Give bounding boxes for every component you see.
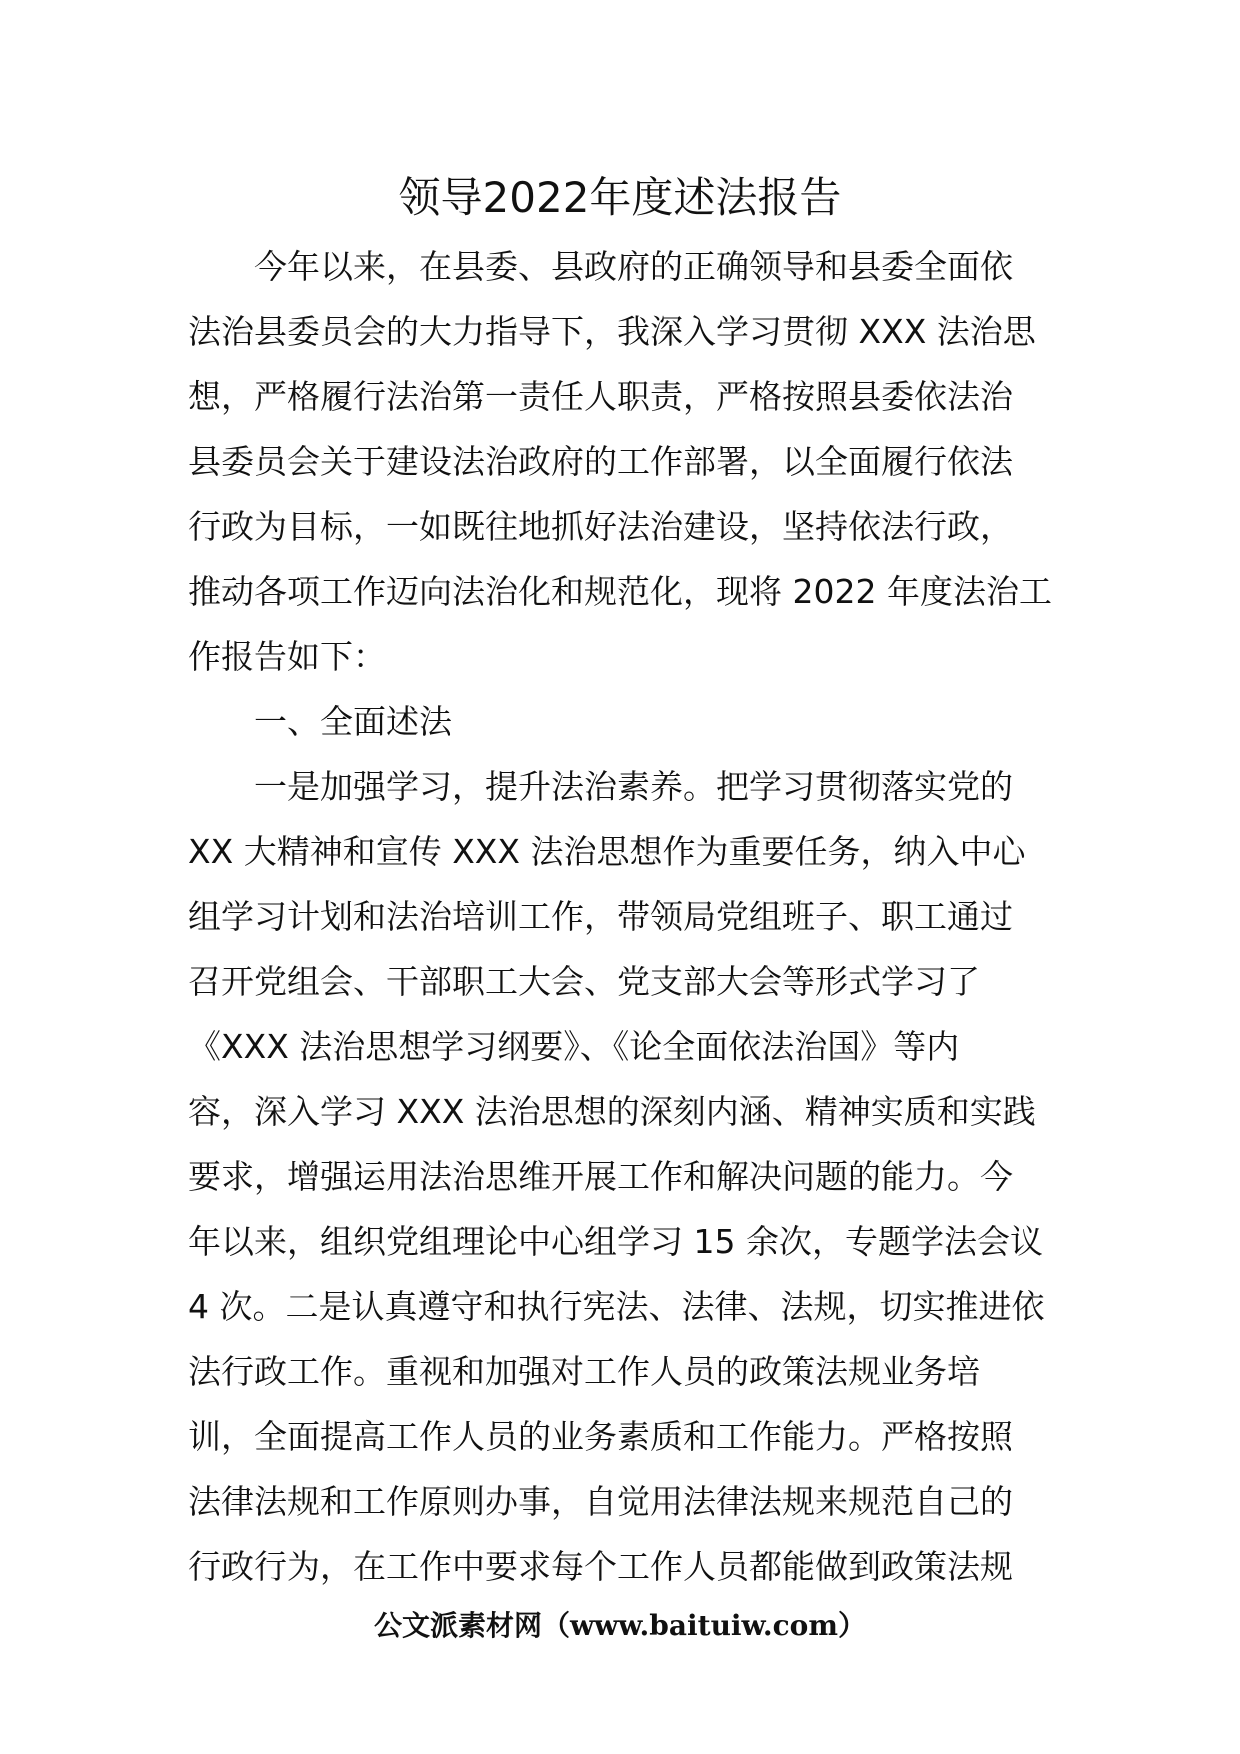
paragraph-line: 《XXX 法治思想学习纲要》、《论全面依法治国》等内 [188, 1027, 960, 1066]
paragraph-line: 容，深入学习 XXX 法治思想的深刻内涵、精神实质和实践 [188, 1092, 1036, 1131]
paragraph-line: 4 次。二是认真遵守和执行宪法、法律、法规，切实推进依 [188, 1287, 1045, 1326]
paragraph-line: 一是加强学习，提升法治素养。把学习贯彻落实党的 [254, 767, 1013, 806]
paragraph-line: 推动各项工作迈向法治化和规范化，现将 2022 年度法治工 [188, 572, 1052, 611]
paragraph-line: 想，严格履行法治第一责任人职责，严格按照县委依法治 [188, 377, 1013, 416]
paragraph-line: 年以来，组织党组理论中心组学习 15 余次，专题学法会议 [188, 1222, 1043, 1261]
paragraph-line: 行政行为，在工作中要求每个工作人员都能做到政策法规 [188, 1547, 1013, 1586]
paragraph-line: XX 大精神和宣传 XXX 法治思想作为重要任务，纳入中心 [188, 832, 1026, 871]
paragraph-line: 训，全面提高工作人员的业务素质和工作能力。严格按照 [188, 1417, 1013, 1456]
paragraph-line: 法治县委员会的大力指导下，我深入学习贯彻 XXX 法治思 [188, 312, 1036, 351]
paragraph-line: 要求，增强运用法治思维开展工作和解决问题的能力。今 [188, 1157, 1013, 1196]
paragraph-line: 法律法规和工作原则办事，自觉用法律法规来规范自己的 [188, 1482, 1013, 1521]
footer-source-link: 公文派素材网（www.baituiw.com） [374, 1609, 866, 1642]
paragraph-line: 县委员会关于建设法治政府的工作部署，以全面履行依法 [188, 442, 1013, 481]
paragraph-line: 作报告如下： [188, 637, 386, 676]
paragraph-line: 组学习计划和法治培训工作，带领局党组班子、职工通过 [188, 897, 1013, 936]
paragraph-line: 召开党组会、干部职工大会、党支部大会等形式学习了 [188, 962, 980, 1001]
document-title: 领导2022年度述法报告 [398, 173, 842, 222]
paragraph-line: 法行政工作。重视和加强对工作人员的政策法规业务培 [188, 1352, 980, 1391]
paragraph-line: 行政为目标，一如既往地抓好法治建设，坚持依法行政， [188, 507, 1013, 546]
section-heading: 一、全面述法 [254, 702, 452, 741]
paragraph-line: 今年以来，在县委、县政府的正确领导和县委全面依 [254, 247, 1013, 286]
document-body [188, 234, 1068, 1599]
